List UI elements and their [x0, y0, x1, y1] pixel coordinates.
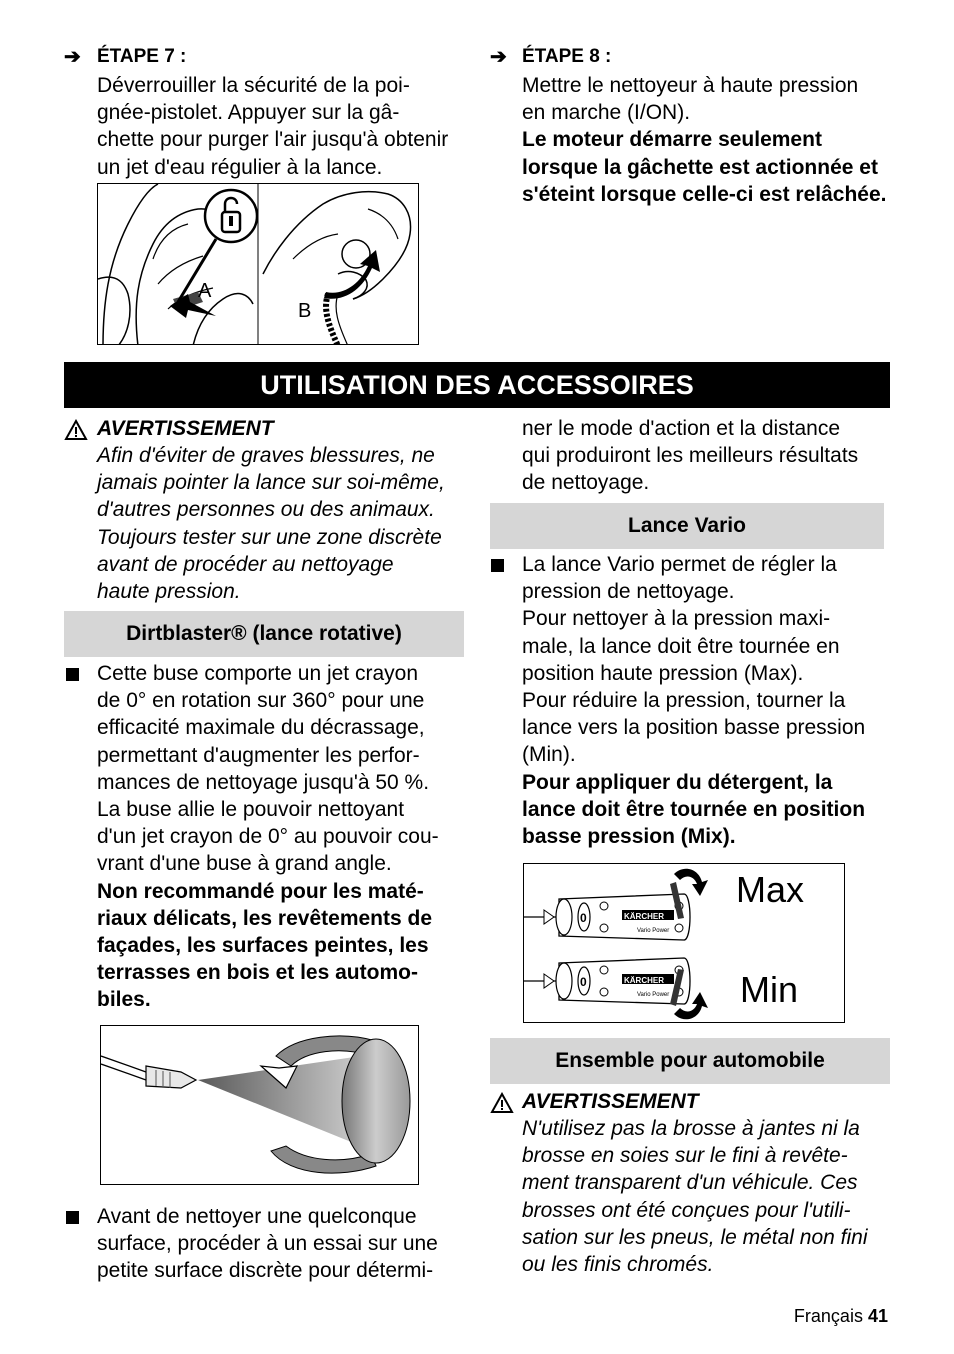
warning-triangle-icon	[490, 1092, 514, 1114]
dirtblaster-line: permettant d'augmenter les perfor-	[97, 743, 420, 767]
test-bullet-line: de nettoyage.	[522, 471, 650, 495]
step8-line: en marche (I/ON).	[522, 101, 691, 125]
step8-bold-line: s'éteint lorsque celle-ci est relâchée.	[522, 182, 887, 206]
test-bullet-line: qui produiront les meilleurs résultats	[522, 444, 859, 468]
warning1-line: jamais pointer la lance sur soi-même,	[97, 471, 445, 495]
arrow-right-icon: ➔	[64, 46, 81, 68]
bullet-square-icon	[491, 559, 504, 572]
bullet-square-icon	[66, 1211, 79, 1224]
step7-line: un jet d'eau régulier à la lance.	[97, 155, 383, 179]
vario-min-label: Min	[740, 969, 799, 1010]
lance-vario-text	[522, 551, 865, 850]
dirtblaster-line: mances de nettoyage jusqu'à 50 %.	[97, 770, 430, 794]
lance-vario-line: male, la lance doit être tournée en	[522, 634, 840, 658]
step7-heading: ÉTAPE 7 :	[97, 46, 187, 67]
dirtblaster-line: vrant d'une buse à grand angle.	[97, 852, 392, 876]
lance-vario-line: position haute pression (Max).	[522, 661, 804, 685]
vario-lance-figure	[523, 863, 845, 1023]
lance-vario-line: pression de nettoyage.	[522, 580, 735, 604]
dirtblaster-bold-line: façades, les surfaces peintes, les	[97, 934, 429, 958]
test-bullet-line: surface, procéder à un essai sur une	[97, 1232, 438, 1256]
trigger-gun-illustration	[98, 184, 419, 345]
step7-text	[97, 72, 448, 181]
vario-lance-illustration	[524, 864, 845, 1023]
step8-bold-line: Le moteur démarre seulement	[522, 128, 822, 152]
test-bullet-line: ner le mode d'action et la distance	[522, 417, 841, 440]
test-bullet-continued	[522, 415, 858, 497]
step8-line: Mettre le nettoyeur à haute pression	[522, 74, 859, 97]
automobile-warning-line: sation sur les pneus, le métal non fini	[522, 1225, 868, 1249]
step7-line: gnée-pistolet. Appuyer sur la gâ-	[97, 101, 400, 125]
lance-vario-line: Pour réduire la pression, tourner la	[522, 689, 846, 713]
footer-page-number: 41	[867, 1306, 888, 1326]
vario-brand-label: KÄRCHER	[624, 976, 664, 985]
warning1-line: Toujours tester sur une zone discrète	[97, 525, 442, 549]
step8-heading: ÉTAPE 8 :	[522, 46, 612, 67]
automobile-warning-line: ment transparent d'un véhicule. Ces	[522, 1171, 858, 1195]
automobile-heading: Ensemble pour automobile	[490, 1038, 890, 1084]
test-bullet-line: Avant de nettoyer une quelconque	[97, 1205, 417, 1228]
lance-vario-bold-line: Pour appliquer du détergent, la	[522, 770, 833, 794]
dirtblaster-line: La buse allie le pouvoir nettoyant	[97, 798, 405, 822]
test-bullet-text	[97, 1203, 438, 1285]
svg-text:0: 0	[580, 911, 587, 925]
dirtblaster-line: de 0° en rotation sur 360° pour une	[97, 689, 425, 713]
rotary-nozzle-figure	[100, 1025, 419, 1185]
page-footer	[794, 1305, 888, 1327]
figure-label-b: B	[298, 300, 312, 322]
automobile-warning-line: brosses ont été conçues pour l'utili-	[522, 1198, 851, 1222]
lance-vario-line: lance vers la position basse pression	[522, 716, 866, 740]
automobile-warning-line: N'utilisez pas la brosse à jantes ni la	[522, 1117, 860, 1140]
dirtblaster-bold-line: terrasses en bois et les automo-	[97, 961, 418, 985]
dirtblaster-bold-line: biles.	[97, 988, 151, 1012]
dirtblaster-line: efficacité maximale du décrassage,	[97, 716, 425, 740]
footer-language: Français	[793, 1306, 863, 1326]
lance-vario-line: Pour nettoyer à la pression maxi-	[522, 607, 831, 631]
dirtblaster-heading: Dirtblaster® (lance rotative)	[64, 611, 464, 657]
automobile-warning-line: ou les finis chromés.	[522, 1253, 714, 1277]
arrow-right-icon: ➔	[490, 46, 507, 68]
lance-vario-bold-line: basse pression (Mix).	[522, 825, 736, 849]
automobile-warning-title: AVERTISSEMENT	[522, 1090, 699, 1113]
step8-text	[522, 72, 887, 208]
dirtblaster-line: d'un jet crayon de 0° au pouvoir cou-	[97, 825, 439, 849]
step7-line: chette pour purger l'air jusqu'à obtenir	[97, 128, 449, 152]
warning-triangle-icon	[64, 419, 88, 441]
step8-bold-line: lorsque la gâchette est actionnée et	[522, 155, 878, 179]
dirtblaster-line: Cette buse comporte un jet crayon	[97, 662, 419, 685]
warning1-text	[97, 442, 445, 605]
vario-brand-label: KÄRCHER	[624, 912, 664, 921]
dirtblaster-text	[97, 660, 439, 1014]
vario-max-label: Max	[736, 869, 805, 910]
lance-vario-line: (Min).	[522, 743, 576, 767]
warning1-line: avant de procéder au nettoyage	[97, 552, 394, 576]
svg-text:0: 0	[580, 975, 587, 989]
lance-vario-heading: Lance Vario	[490, 503, 884, 549]
vario-sub-label: Vario Power	[637, 992, 670, 998]
rotary-nozzle-illustration	[101, 1026, 419, 1185]
figure-label-a: A	[198, 280, 212, 302]
automobile-warning-text	[522, 1115, 868, 1278]
warning1-line: d'autres personnes ou des animaux.	[97, 498, 435, 522]
bullet-square-icon	[66, 668, 79, 681]
section-banner: UTILISATION DES ACCESSOIRES	[64, 362, 890, 408]
lance-vario-bold-line: lance doit être tournée en position	[522, 797, 866, 821]
step7-line: Déverrouiller la sécurité de la poi-	[97, 74, 410, 97]
warning1-line: Afin d'éviter de graves blessures, ne	[97, 444, 435, 467]
dirtblaster-bold-line: Non recommandé pour les maté-	[97, 879, 424, 903]
test-bullet-line: petite surface discrète pour détermi-	[97, 1259, 434, 1283]
trigger-gun-figure	[97, 183, 419, 345]
automobile-warning-line: brosse en soies sur le fini à revête-	[522, 1144, 848, 1168]
warning1-title: AVERTISSEMENT	[97, 417, 274, 440]
warning1-line: haute pression.	[97, 580, 241, 604]
dirtblaster-bold-line: riaux délicats, les revêtements de	[97, 906, 433, 930]
lance-vario-line: La lance Vario permet de régler la	[522, 553, 837, 576]
vario-sub-label: Vario Power	[637, 928, 670, 934]
